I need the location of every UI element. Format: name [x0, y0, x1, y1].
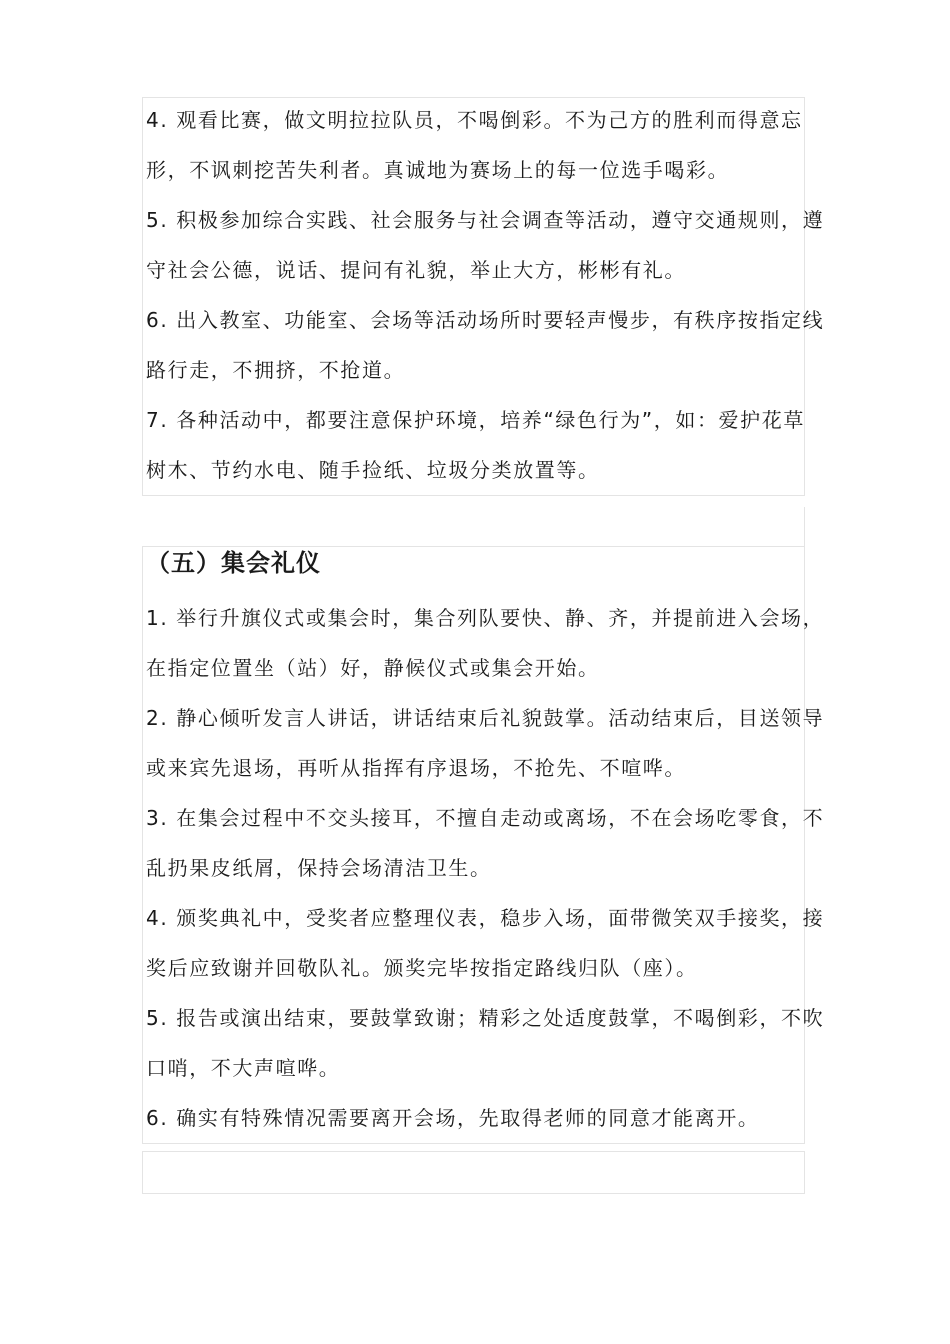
assembly-rule-1: 1. 举行升旗仪式或集会时，集合列队要快、静、齐，并提前进入会场，在指定位置坐（站）好，静候仪式或集会开始。	[146, 606, 825, 680]
assembly-rule-4: 4. 颁奖典礼中，受奖者应整理仪表，稳步入场，面带微笑双手接奖，接奖后应致谢并回敬队礼。颁奖完毕按指定路线归队（座）。	[146, 906, 825, 980]
assembly-rule-5: 5. 报告或演出结束，要鼓掌致谢；精彩之处适度鼓掌，不喝倒彩，不吹口哨，不大声喧哗。	[146, 1006, 825, 1080]
rule-item-6: 6. 出入教室、功能室、会场等活动场所时要轻声慢步，有秩序按指定线路行走，不拥挤，不抢道。	[146, 308, 825, 382]
rule-item-4: 4. 观看比赛，做文明拉拉队员，不喝倒彩。不为己方的胜利而得意忘形，不讽刺挖苦失利者。真诚地为赛场上的每一位选手喝彩。	[146, 108, 803, 182]
section-heading: （五）集会礼仪	[146, 549, 321, 577]
assembly-rule-3: 3. 在集会过程中不交头接耳，不擅自走动或离场，不在会场吃零食，不乱扔果皮纸屑，保持会场清洁卫生。	[146, 806, 825, 880]
rule-item-5: 5. 积极参加综合实践、社会服务与社会调查等活动，遵守交通规则，遵守社会公德，说话、提问有礼貌，举止大方，彬彬有礼。	[146, 208, 825, 282]
assembly-rule-6: 6. 确实有特殊情况需要离开会场，先取得老师的同意才能离开。	[146, 1106, 760, 1130]
assembly-rule-2: 2. 静心倾听发言人讲话，讲话结束后礼貌鼓掌。活动结束后，目送领导或来宾先退场，再听从指挥有序退场，不抢先、不喧哗。	[146, 706, 825, 780]
rule-item-7: 7. 各种活动中，都要注意保护环境，培养“绿色行为”，如：爱护花草树木、节约水电、随手捡纸、垃圾分类放置等。	[146, 408, 805, 482]
table-empty-cell	[142, 1151, 805, 1194]
table-gap-cell	[142, 507, 805, 546]
